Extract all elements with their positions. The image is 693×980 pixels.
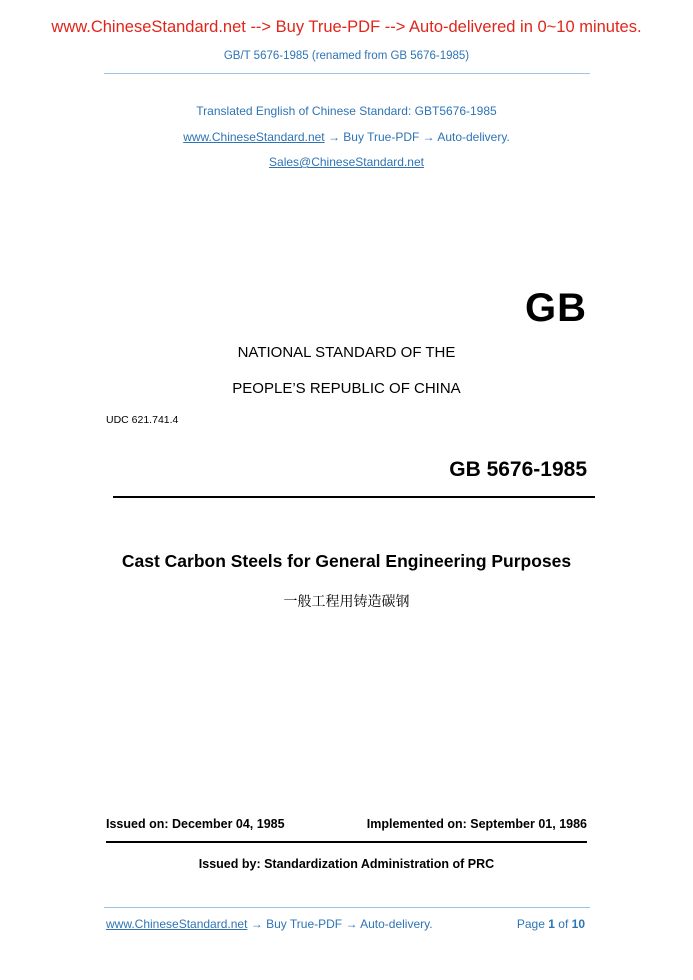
page-of: of (558, 917, 569, 931)
footer-site-link[interactable]: www.ChineseStandard.net (106, 917, 248, 931)
page-current: 1 (548, 917, 555, 931)
top-banner[interactable]: www.ChineseStandard.net --> Buy True-PDF --> Auto-delivered in 0~10 minutes. (51, 18, 642, 36)
page-label: Page (516, 917, 545, 931)
national-standard-line2: PEOPLE’S REPUBLIC OF CHINA (232, 380, 461, 397)
issued-date: Issued on: December 04, 1985 (106, 817, 285, 831)
translation-links (0, 130, 693, 144)
dates-divider (106, 841, 587, 843)
implemented-date: Implemented on: September 01, 1986 (366, 817, 587, 831)
page-total: 10 (571, 917, 585, 931)
udc-code: UDC 621.741.4 (106, 414, 179, 426)
footer-links (106, 917, 433, 931)
translation-note: Translated English of Chinese Standard: GBT5676-1985 (196, 104, 497, 118)
page-indicator (517, 917, 585, 931)
standard-number-divider (113, 496, 595, 498)
buy-text: → Buy True-PDF → Auto-delivery. (324, 130, 510, 144)
standard-number: GB 5676-1985 (449, 458, 587, 481)
document-title-cn: 一般工程用铸造碳钢 (283, 594, 410, 610)
email-line (0, 155, 693, 169)
footer-buy-text: → Buy True-PDF → Auto-delivery. (247, 917, 433, 931)
document-title-en: Cast Carbon Steels for General Engineering Purposes (121, 551, 572, 571)
email-link[interactable]: Sales@ChineseStandard.net (269, 155, 424, 169)
footer-divider (104, 907, 590, 908)
national-standard-line1: NATIONAL STANDARD OF THE (237, 344, 456, 361)
issued-by: Issued by: Standardization Administration of PRC (198, 857, 495, 871)
site-link[interactable]: www.ChineseStandard.net (183, 130, 325, 144)
gb-mark: GB (525, 286, 587, 330)
header-divider (104, 73, 590, 74)
document-subtitle: GB/T 5676-1985 (renamed from GB 5676-1985) (223, 50, 470, 62)
